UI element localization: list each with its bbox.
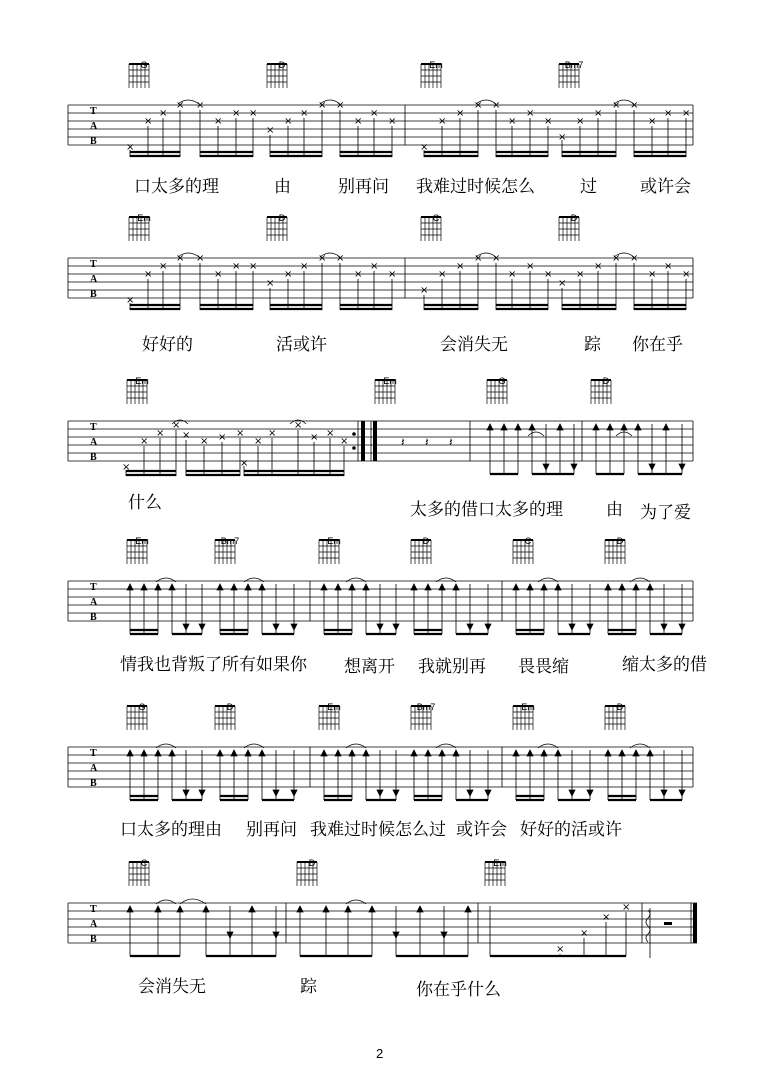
svg-text:×: ×: [630, 100, 639, 111]
staff: [0, 702, 763, 812]
svg-text:×: ×: [648, 116, 657, 127]
lyric: 我难过时候怎么过: [310, 820, 446, 840]
svg-text:×: ×: [526, 108, 535, 119]
svg-text:𝄽: 𝄽: [449, 435, 453, 449]
chord-diagram: [600, 536, 640, 546]
lyric: 什么: [128, 493, 162, 513]
svg-text:×: ×: [249, 108, 258, 119]
svg-text:×: ×: [336, 100, 345, 111]
chord-name: Em: [429, 60, 443, 70]
tab-system-2: [0, 213, 763, 383]
svg-text:×: ×: [326, 428, 335, 439]
svg-text:×: ×: [682, 269, 691, 280]
svg-text:×: ×: [126, 142, 135, 153]
lyric: 别再问: [338, 177, 389, 197]
chord-diagram: [416, 60, 456, 70]
chord-diagram: [554, 213, 594, 223]
svg-text:×: ×: [310, 432, 319, 443]
svg-text:×: ×: [300, 261, 309, 272]
chord-name: C: [432, 213, 440, 223]
staff: [0, 858, 763, 968]
svg-text:×: ×: [630, 253, 639, 264]
svg-text:×: ×: [388, 269, 397, 280]
chord-diagram: [480, 858, 520, 868]
lyric: 口太多的理: [134, 177, 219, 197]
chord-diagram: [122, 702, 162, 712]
svg-text:×: ×: [214, 269, 223, 280]
lyric: 我难过时候怎么: [416, 177, 535, 197]
chord-name: Em: [137, 213, 151, 223]
svg-text:×: ×: [612, 100, 621, 111]
lyric: 情我也背叛了所有如果你: [120, 655, 307, 675]
svg-text:T: T: [90, 748, 97, 759]
svg-text:×: ×: [492, 253, 501, 264]
svg-text:×: ×: [664, 261, 673, 272]
svg-text:B: B: [90, 289, 97, 300]
lyric: 或许会: [640, 177, 691, 197]
lyric: 过: [580, 177, 597, 197]
svg-text:×: ×: [336, 253, 345, 264]
chord-diagram: [124, 858, 164, 868]
tab-system-6: [0, 858, 763, 1028]
svg-text:×: ×: [176, 253, 185, 264]
svg-text:A: A: [90, 437, 98, 448]
svg-text:×: ×: [300, 108, 309, 119]
chord-diagram: [262, 60, 302, 70]
svg-text:×: ×: [370, 261, 379, 272]
svg-text:×: ×: [420, 142, 429, 153]
svg-text:×: ×: [340, 436, 349, 447]
svg-text:×: ×: [526, 261, 535, 272]
svg-text:×: ×: [580, 928, 589, 939]
svg-text:×: ×: [508, 116, 517, 127]
chord-name: Bm7: [564, 60, 584, 70]
svg-text:×: ×: [294, 420, 303, 431]
svg-text:×: ×: [140, 436, 149, 447]
svg-text:×: ×: [456, 261, 465, 272]
tab-system-1: [0, 60, 763, 230]
svg-text:B: B: [90, 452, 97, 463]
svg-text:×: ×: [558, 132, 567, 143]
svg-text:×: ×: [254, 436, 263, 447]
chord-name: D: [278, 213, 286, 223]
tab-clef-t: T: [90, 106, 97, 117]
lyric: 别再问: [246, 820, 297, 840]
lyric: 缩太多的借: [622, 655, 707, 675]
chord-diagram: [292, 858, 332, 868]
svg-text:A: A: [90, 919, 98, 930]
staff: [0, 60, 763, 170]
svg-text:×: ×: [474, 253, 483, 264]
lyric: 畏畏缩: [518, 657, 569, 677]
chord-name: Em: [327, 536, 341, 546]
lyric: 活或许: [276, 335, 327, 355]
chord-diagram: [314, 702, 354, 712]
chord-name: D: [616, 702, 624, 712]
svg-text:×: ×: [354, 116, 363, 127]
svg-text:×: ×: [126, 295, 135, 306]
svg-text:×: ×: [648, 269, 657, 280]
svg-text:×: ×: [218, 432, 227, 443]
svg-text:×: ×: [456, 108, 465, 119]
lyric: 太多的借口太多的理: [410, 500, 563, 520]
svg-text:×: ×: [682, 108, 691, 119]
svg-text:×: ×: [200, 436, 209, 447]
svg-text:A: A: [90, 763, 98, 774]
svg-text:×: ×: [544, 269, 553, 280]
svg-text:×: ×: [196, 100, 205, 111]
chord-diagram: [122, 536, 162, 546]
svg-text:×: ×: [172, 420, 181, 431]
svg-text:T: T: [90, 259, 97, 270]
lyric: 你在乎: [632, 335, 683, 355]
chord-name: D: [616, 536, 624, 546]
svg-text:×: ×: [508, 269, 517, 280]
svg-text:𝄽: 𝄽: [401, 435, 405, 449]
chord-name: Em: [135, 536, 149, 546]
chord-name: Bm7: [416, 702, 436, 712]
svg-text:×: ×: [576, 269, 585, 280]
svg-text:×: ×: [232, 261, 241, 272]
chord-name: G: [140, 60, 148, 70]
chord-diagram: [124, 60, 164, 70]
svg-text:×: ×: [664, 108, 673, 119]
svg-text:×: ×: [438, 116, 447, 127]
chord-name: C: [524, 536, 532, 546]
svg-text:×: ×: [232, 108, 241, 119]
svg-text:×: ×: [144, 116, 153, 127]
chord-name: G: [138, 702, 146, 712]
svg-text:×: ×: [159, 108, 168, 119]
lyric: 由: [274, 177, 291, 197]
chord-diagram: [586, 376, 626, 386]
chord-diagram: [210, 702, 250, 712]
tab-clef-b: B: [90, 136, 97, 147]
chord-diagram: [416, 213, 456, 223]
svg-text:B: B: [90, 778, 97, 789]
svg-text:×: ×: [594, 108, 603, 119]
svg-text:T: T: [90, 422, 97, 433]
svg-text:A: A: [90, 274, 98, 285]
lyric: 或许会: [456, 820, 507, 840]
tab-system-5: [0, 702, 763, 872]
chord-name: Em: [493, 858, 507, 868]
lyric: 为了爱: [640, 503, 691, 523]
svg-text:×: ×: [159, 261, 168, 272]
svg-text:×: ×: [438, 269, 447, 280]
chord-diagram: [370, 376, 410, 386]
chord-diagram: [262, 213, 302, 223]
svg-text:×: ×: [214, 116, 223, 127]
page-number: 2: [376, 1046, 384, 1061]
chord-name: D: [602, 376, 610, 386]
svg-text:×: ×: [474, 100, 483, 111]
svg-text:×: ×: [284, 269, 293, 280]
chord-diagram: [406, 536, 446, 546]
svg-text:×: ×: [576, 116, 585, 127]
lyric: 踪: [584, 335, 601, 355]
chord-name: Em: [521, 702, 535, 712]
lyric: 好好的: [142, 335, 193, 355]
svg-text:×: ×: [196, 253, 205, 264]
chord-diagram: [406, 702, 446, 712]
chord-name: Em: [327, 702, 341, 712]
chord-name: D: [422, 536, 430, 546]
chord-diagram: [124, 213, 164, 223]
chord-diagram: [122, 376, 162, 386]
svg-text:×: ×: [622, 902, 631, 913]
svg-text:×: ×: [268, 428, 277, 439]
lyric: 口太多的理由: [120, 820, 222, 840]
svg-text:×: ×: [318, 253, 327, 264]
lyric: 想离开: [344, 657, 395, 677]
svg-text:×: ×: [266, 125, 275, 136]
chord-name: Em: [135, 376, 149, 386]
svg-text:×: ×: [249, 261, 258, 272]
chord-diagram: [508, 536, 548, 546]
chord-diagram: [508, 702, 548, 712]
lyric: 会消失无: [138, 977, 206, 997]
svg-text:B: B: [90, 934, 97, 945]
chord-name: D: [570, 213, 578, 223]
lyric: 我就别再: [418, 657, 486, 677]
svg-text:×: ×: [556, 944, 565, 955]
staff: [0, 536, 763, 646]
lyric: 好好的活或许: [520, 820, 622, 840]
lyric: 你在乎什么: [416, 980, 501, 1000]
chord-diagram: [600, 702, 640, 712]
svg-text:×: ×: [420, 285, 429, 296]
svg-text:×: ×: [558, 278, 567, 289]
chord-name: G: [498, 376, 506, 386]
svg-text:×: ×: [388, 116, 397, 127]
svg-text:×: ×: [144, 269, 153, 280]
tab-system-4: [0, 536, 763, 706]
chord-name: Bm7: [220, 536, 240, 546]
svg-text:×: ×: [284, 116, 293, 127]
svg-text:×: ×: [612, 253, 621, 264]
svg-text:×: ×: [544, 116, 553, 127]
tab-clef-a: A: [90, 121, 98, 132]
svg-text:𝄽: 𝄽: [425, 435, 429, 449]
chord-diagram: [314, 536, 354, 546]
chord-diagram: [482, 376, 522, 386]
chord-name: D: [226, 702, 234, 712]
svg-text:×: ×: [236, 428, 245, 439]
svg-text:×: ×: [156, 428, 165, 439]
lyric: 踪: [300, 977, 317, 997]
svg-text:×: ×: [240, 458, 249, 469]
svg-text:B: B: [90, 612, 97, 623]
chord-name: D: [308, 858, 316, 868]
chord-diagram: [554, 60, 594, 70]
svg-text:T: T: [90, 904, 97, 915]
svg-text:×: ×: [602, 912, 611, 923]
svg-text:×: ×: [370, 108, 379, 119]
svg-text:×: ×: [182, 430, 191, 441]
svg-text:×: ×: [492, 100, 501, 111]
chord-name: C: [140, 858, 148, 868]
chord-diagram: [210, 536, 250, 546]
svg-text:A: A: [90, 597, 98, 608]
chord-name: D: [278, 60, 286, 70]
svg-text:×: ×: [122, 462, 131, 473]
lyric: 会消失无: [440, 335, 508, 355]
svg-text:×: ×: [354, 269, 363, 280]
chord-name: Em: [383, 376, 397, 386]
lyric: 由: [606, 500, 623, 520]
staff: [0, 213, 763, 323]
svg-text:×: ×: [266, 278, 275, 289]
svg-text:T: T: [90, 582, 97, 593]
svg-text:×: ×: [176, 100, 185, 111]
svg-text:×: ×: [594, 261, 603, 272]
svg-text:×: ×: [318, 100, 327, 111]
